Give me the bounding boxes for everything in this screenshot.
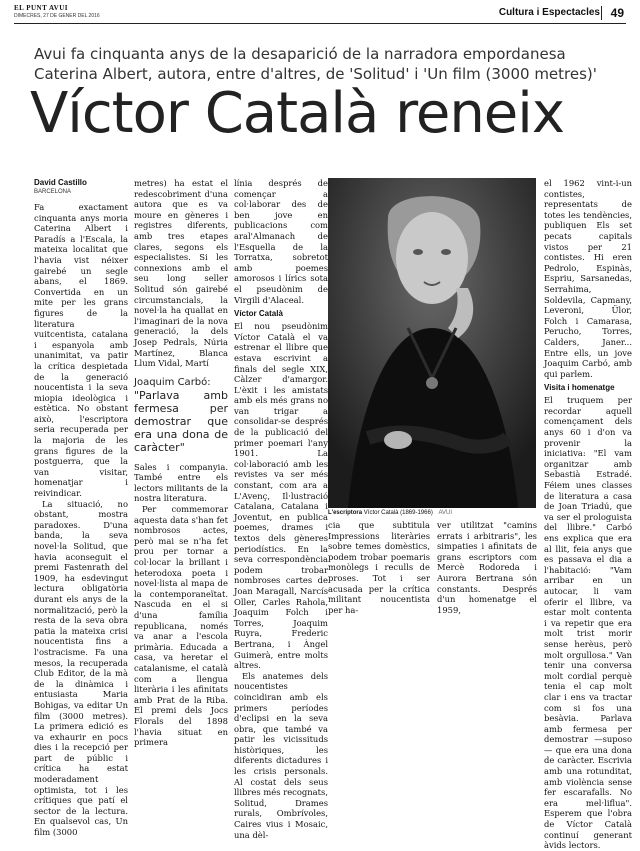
photo-caption	[328, 508, 536, 518]
caption-label: L'escriptora	[328, 510, 363, 516]
paragraph: el 1962 vint-i-un contistes, representats de totes les tendències, publiquen Els set pecats capitals vistos per 21 contistes. Hi eren Pedrolo, Espinàs, Espriu, Sarsanedas, Serrahima, Soldevila, Capmany, Leveroni, Ülor, Folch i Camarasa, Perucho, Torres, Calders, Janer... Entre ells, un jove Joaquim Carbó, amb qui parlem.	[544, 178, 632, 379]
text-column-2	[134, 178, 228, 748]
paragraph: metres) ha estat el redescobriment d'una autora que es va moure en gèneres i registres diferents, amb tres etapes clares, segons els especialistes. Si les connexions amb el seu long seller Solitud són gairebé circumstancials, la novel·la ha quallat en l'imaginari de la nova generació, la dels Josep Pedrals, Núria Martínez, Blanca Llum Vidal, Martí	[134, 178, 228, 369]
pull-quote	[134, 377, 228, 454]
section-subtitle: Visita i homenatge	[544, 383, 615, 393]
text-column-5	[437, 520, 537, 615]
author-byline: David Castillo	[34, 178, 87, 187]
text-column-6	[544, 178, 632, 851]
article-subhead: Avui fa cinquanta anys de la desaparició de la narradora empordanesa Caterina Albert, autora, entre d'altres, de 'Solitud' i 'Un film (3000 metres)'	[34, 45, 597, 83]
article-headline: Víctor Català reneix	[30, 81, 564, 146]
text-column-4	[328, 520, 430, 615]
newspaper-logo: EL PUNT AVUI	[14, 4, 68, 12]
paragraph: Els anatemes dels noucentistes coincidiran amb els primers períodes d'eclipsi en la seva obra, que també va patir les vicissituds històriques, les diferents dictadures i les crisis personals. Al costat dels seus llibres més recognats, Solitud, Drames rurals, Ombrívoles, Caires vius i Mosaic, una dèl-	[234, 670, 328, 840]
quote-text: "Parlava amb fermesa per demostrar que era una dona de caràcter"	[134, 388, 228, 454]
paragraph: ver utilitzat "camins errats i arbitraris", les simpaties i afinitats de grans escriptors com Mercè Rodoreda i Aurora Bertrana són constants. Després d'un homenatge el 1959,	[437, 520, 537, 615]
paragraph: línia després de començar a col·laborar des de ben jove en publicacions com aral'Almanach de l'Esquella de la Torratxa, sobretot amb poemes amorosos i lírics sota el pseudònim de Virgili d'Alaceal.	[234, 178, 328, 305]
paragraph: cia que subtitula Impressions literàries sobre temes domèstics, podem trobar poemaris monòlegs i reculls de proses. Tot i ser acusada per la crítica militant noucentista per ha-	[328, 520, 430, 615]
section-subtitle: Víctor Català	[234, 309, 283, 319]
portrait-illustration	[328, 178, 536, 508]
section-title: Cultura i Espectacles	[498, 7, 600, 18]
caption-text: Víctor Català (1869-1966)	[363, 510, 433, 516]
paragraph: El truquem per recordar aquell començament dels anys 60 i d'on va provenir la iniciativa: "El vam organitzar amb Sebastià Estradé. Féiem unes classes de literatura a casa de Joan Triadú, que va ser el prologuista del llibre." Carbó ens explica que era al llit, feia anys que es passava el dia a l'habitació: "Vam arribar en un autocar, li vam oferir el llibre, va estar molt contenta i va repetir que era molt trist morir sense herèus, però molt orgullosa." Van tenir una conversa molt cordial perquè tenia el cap molt clar i ens va tractar com si fos una besàvia. Parlava amb fermesa per demostrar —suposo— que era una dona de caràcter. Escrivia amb una rotunditat, amb violència sense fer escarafalls. No era mel·liflua". Esperem que l'obra de Víctor Català continuí generant àvids lectors.	[544, 395, 632, 851]
text-column-3	[234, 178, 328, 840]
issue-date: DIMECRES, 27 DE GENER DEL 2016	[14, 13, 100, 19]
quote-author: Joaquim Carbó:	[134, 376, 211, 388]
page-number: 49	[610, 6, 624, 20]
paragraph: La situació, no obstant, mostra paradoxes. D'una banda, la seva novel·la Solitud, que havia aconseguit el premi Fastenrath del 1909, ha esdevingut lectura obligatòria durant els anys de la normalització, però la resta de la seva obra patia la mateixa crisi noucentista fins a l'ostracisme. Fa una mesos, la recuperada Club Editor, de la mà de la dinàmica i entusiasta Maria Bohigas, va editar Un film (3000 metres). La primera edició es va exhaurir en pocs dies i la recepció per part de públic i crítica ha estat moderadament optimista, tot i les crítiques que patí el sector de la lectura. En qualsevol cas, Un film (3000	[34, 498, 128, 838]
paragraph: Sales i companyia. També entre els lectors militants de la nostra literatura.	[134, 461, 228, 504]
masthead	[14, 4, 626, 24]
author-portrait-photo	[328, 178, 536, 508]
text-column-1	[34, 178, 128, 838]
masthead-divider	[601, 6, 602, 20]
paragraph: El nou pseudònim Víctor Català el va estrenar el llibre que estava escrivint a finals del segle XIX, Càlzer d'amargor. L'èxit i les amistats amb els més grans no van trigar a consolidar-se després de la publicació del primer poemari l'any 1901. La col·laboració amb les revistes va ser més constant, com ara a L'Avenç, Il·lustració Catalana, Catalana i Joventut, en publica poemes, drames i textos dels gèneres periodístics. En la seva correspondència podem trobar nombroses cartes de Joan Maragall, Narcís Oller, Carles Rahola, Joaquim Folch i Torres, Joaquim Ruyra, Frederic Bertrana, i Àngel Guimerà, entre molts altres.	[234, 321, 328, 671]
author-location: BARCELONA	[34, 189, 72, 195]
paragraph: Per commemorar aquesta data s'han fet nombrosos actes, però mai se n'ha fet prou per tornar a col·locar la brillant i heterodoxa poeta i novel·lista al mapa de la contemporaneïtat. Nascuda en el si d'una família republicana, només va anar a l'escola primària. Educada a casa, va heretar el catalanisme, el català com a llengua literària i les afinitats amb Prat de la Riba. El premi dels Jocs Florals del 1898 l'havia situat en primera	[134, 504, 228, 748]
photo-credit: AVUI	[438, 510, 453, 516]
paragraph: Fa exactament cinquanta anys moria Caterina Albert i Paradís a l'Escala, la mateixa localitat que l'havia vist néixer gairebé un segle abans, el 1869. Convertida en un mite per les grans figures de la literatura vuitcentista, catalana i espanyola amb unanimitat, va patir la crítica despietada de la generació noucentista i la seva miopia ideològica i estètica. No obstant això, l'escriptora seria recuperada per la majoria de les grans figures de la postguerra, que la van visitar, homenatjar i reivindicar.	[34, 202, 128, 499]
